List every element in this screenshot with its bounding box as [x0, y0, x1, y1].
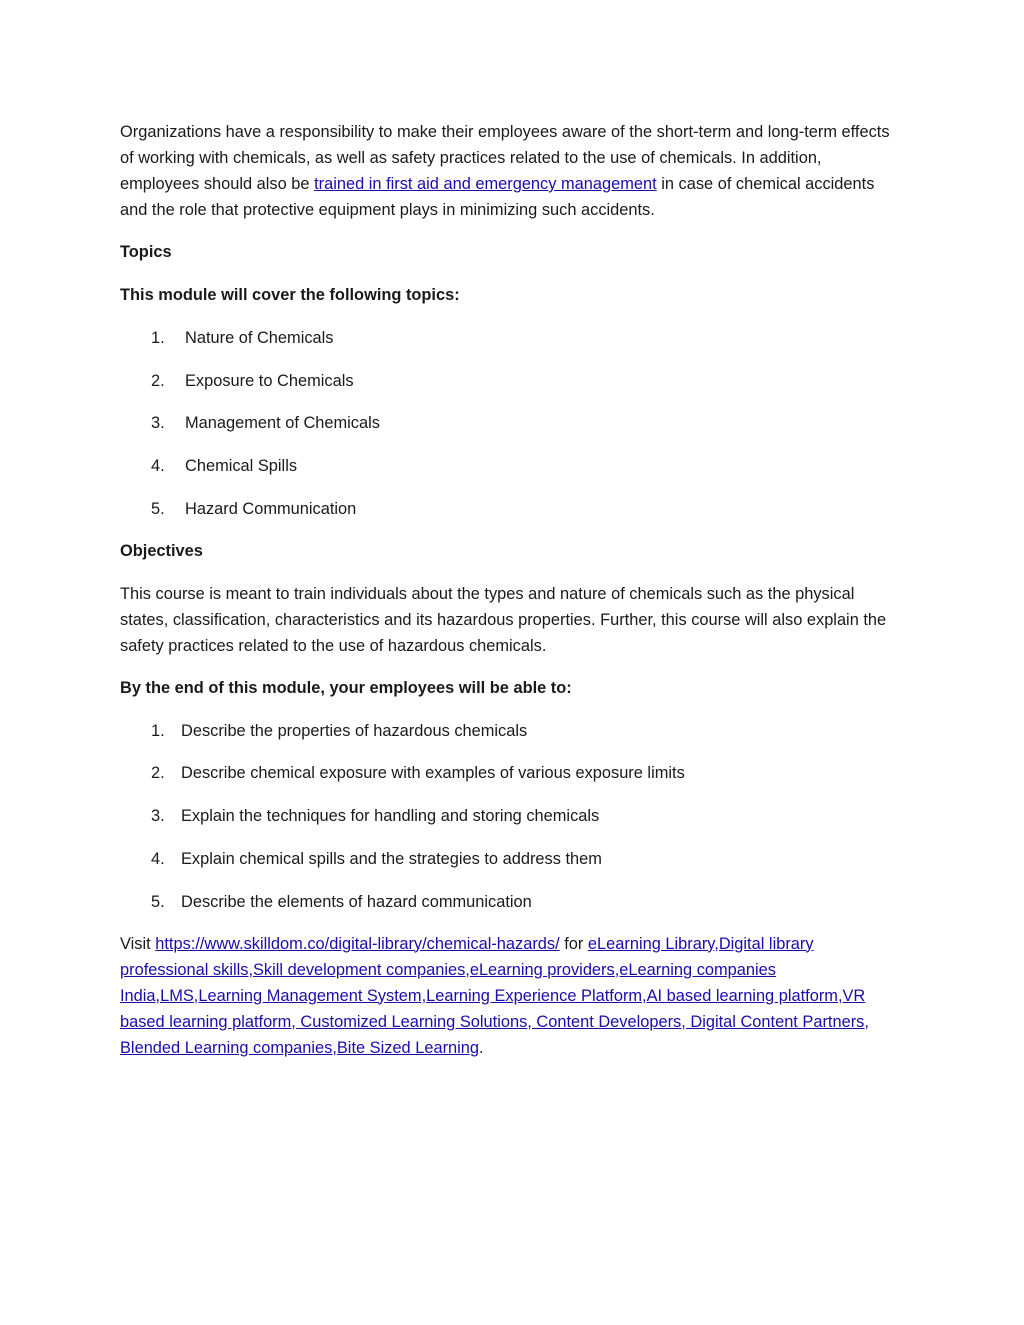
- list-item-label: Describe the elements of hazard communication: [181, 892, 532, 911]
- list-item: [120, 760, 905, 786]
- list-item-label: Explain the techniques for handling and storing chemicals: [181, 807, 600, 826]
- list-item: [120, 368, 905, 394]
- list-item-label: Management of Chemicals: [185, 414, 380, 433]
- objectives-subheading: By the end of this module, your employees will be able to:: [120, 678, 572, 697]
- list-item: [120, 410, 905, 436]
- first-aid-training-link[interactable]: trained in first aid and emergency management: [314, 175, 657, 193]
- objectives-heading: Objectives: [120, 541, 203, 560]
- list-item: [120, 325, 905, 351]
- intro-paragraph: [120, 119, 905, 223]
- list-number: 3.: [151, 807, 165, 826]
- visit-suffix: .: [479, 1038, 484, 1057]
- list-number: 5.: [151, 499, 165, 518]
- list-item: [120, 496, 905, 522]
- list-item-label: Nature of Chemicals: [185, 329, 334, 347]
- list-item: [120, 803, 905, 829]
- list-item: [120, 718, 905, 744]
- list-item: [120, 453, 905, 479]
- list-item-label: Chemical Spills: [185, 457, 298, 476]
- list-number: 4.: [151, 849, 165, 868]
- objectives-description: This course is meant to train individuals about the types and nature of chemicals such as the physical states, classification, characteristics and its hazardous properties. Further, this course will also explain the safety practices related to the use of hazardous chemicals.: [120, 584, 887, 655]
- list-number: 4.: [151, 457, 165, 476]
- topics-list: [120, 325, 905, 522]
- list-number: 3.: [151, 414, 165, 433]
- list-number: 2.: [151, 371, 165, 390]
- elearning-keywords-link[interactable]: eLearning Library,Digital library professional skills,Skill development companies,eLearning providers,eLearning companies India,LMS,Learning Management System,Learning Experience Platform,AI based learning platform,VR based learning platform, Customized Learning Solutions, Content Developers, Digital Content Partners, Blended Learning companies,Bite Sized Learning: [120, 934, 869, 1057]
- visit-paragraph: [120, 931, 905, 1061]
- list-number: 5.: [151, 892, 165, 911]
- intro-text-before: Organizations have a responsibility to make their employees aware of the short-term and long-term effects of working with chemicals, as well as safety practices related to the use of chemicals. In addition, employees should also be: [120, 123, 890, 193]
- topics-subheading: This module will cover the following topics:: [120, 286, 460, 304]
- chemical-hazards-url-link[interactable]: https://www.skilldom.co/digital-library/chemical-hazards/: [155, 934, 560, 953]
- topics-heading: Topics: [120, 243, 172, 261]
- list-number: 2.: [151, 764, 165, 783]
- list-number: 1.: [151, 329, 165, 347]
- list-item-label: Explain chemical spills and the strategies to address them: [181, 849, 602, 868]
- visit-prefix: Visit: [120, 934, 156, 953]
- objectives-list: [120, 718, 905, 915]
- list-item-label: Describe chemical exposure with examples of various exposure limits: [181, 764, 685, 783]
- list-number: 1.: [151, 721, 165, 740]
- list-item: [120, 889, 905, 915]
- document-page: [120, 119, 905, 1061]
- intro-text-after: in case of chemical accidents and the role that protective equipment plays in minimizing such accidents.: [120, 175, 875, 219]
- visit-middle: for: [559, 934, 588, 953]
- list-item-label: Exposure to Chemicals: [185, 371, 354, 390]
- list-item: [120, 846, 905, 872]
- list-item-label: Describe the properties of hazardous chemicals: [181, 721, 528, 740]
- list-item-label: Hazard Communication: [185, 499, 357, 518]
